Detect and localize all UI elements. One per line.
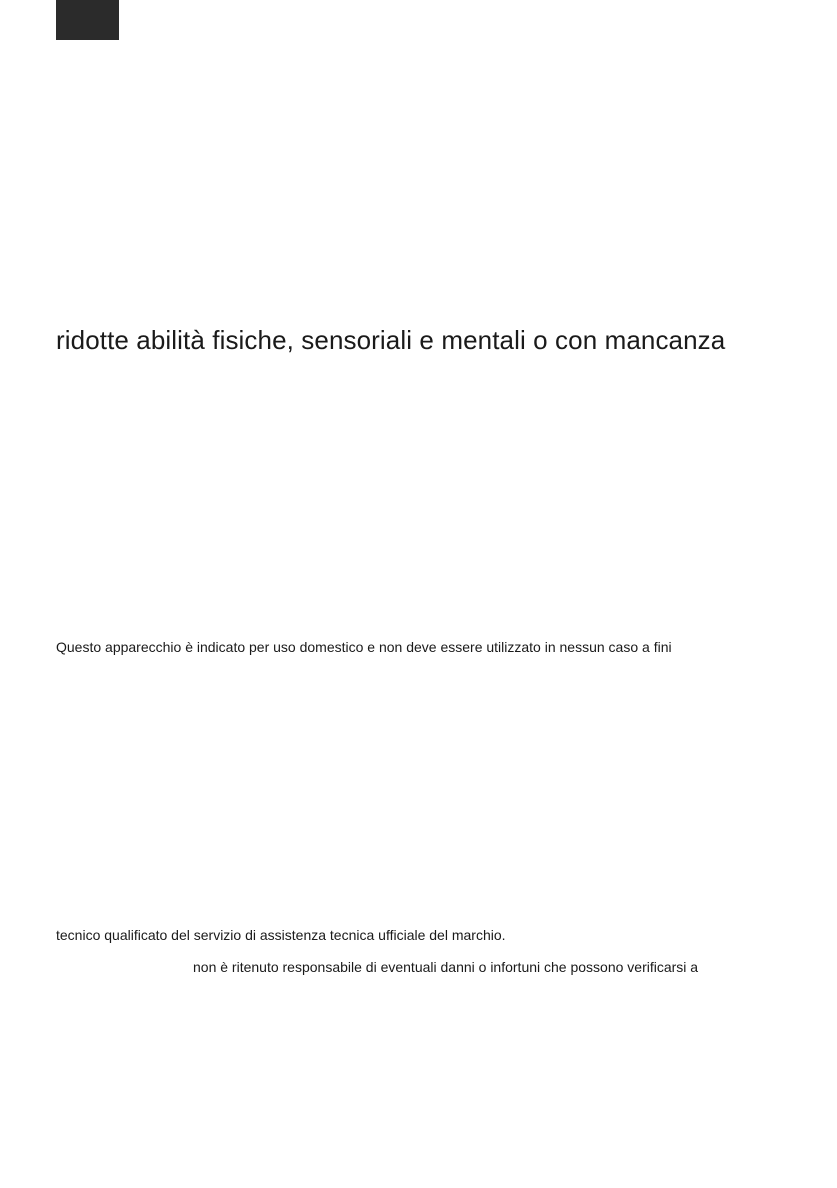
body-text-line-domestic-use: Questo apparecchio è indicato per uso domestico e non deve essere utilizzato in nessun caso a fini [56,639,672,655]
large-text-line: ridotte abilità fisiche, sensoriali e mentali o con mancanza [56,325,726,355]
corner-tab-block [56,0,119,40]
body-text-line-technician: tecnico qualificato del servizio di assistenza tecnica ufficiale del marchio. [56,927,506,943]
body-text-line-liability: non è ritenuto responsabile di eventuali danni o infortuni che possono verificarsi a [193,959,699,975]
